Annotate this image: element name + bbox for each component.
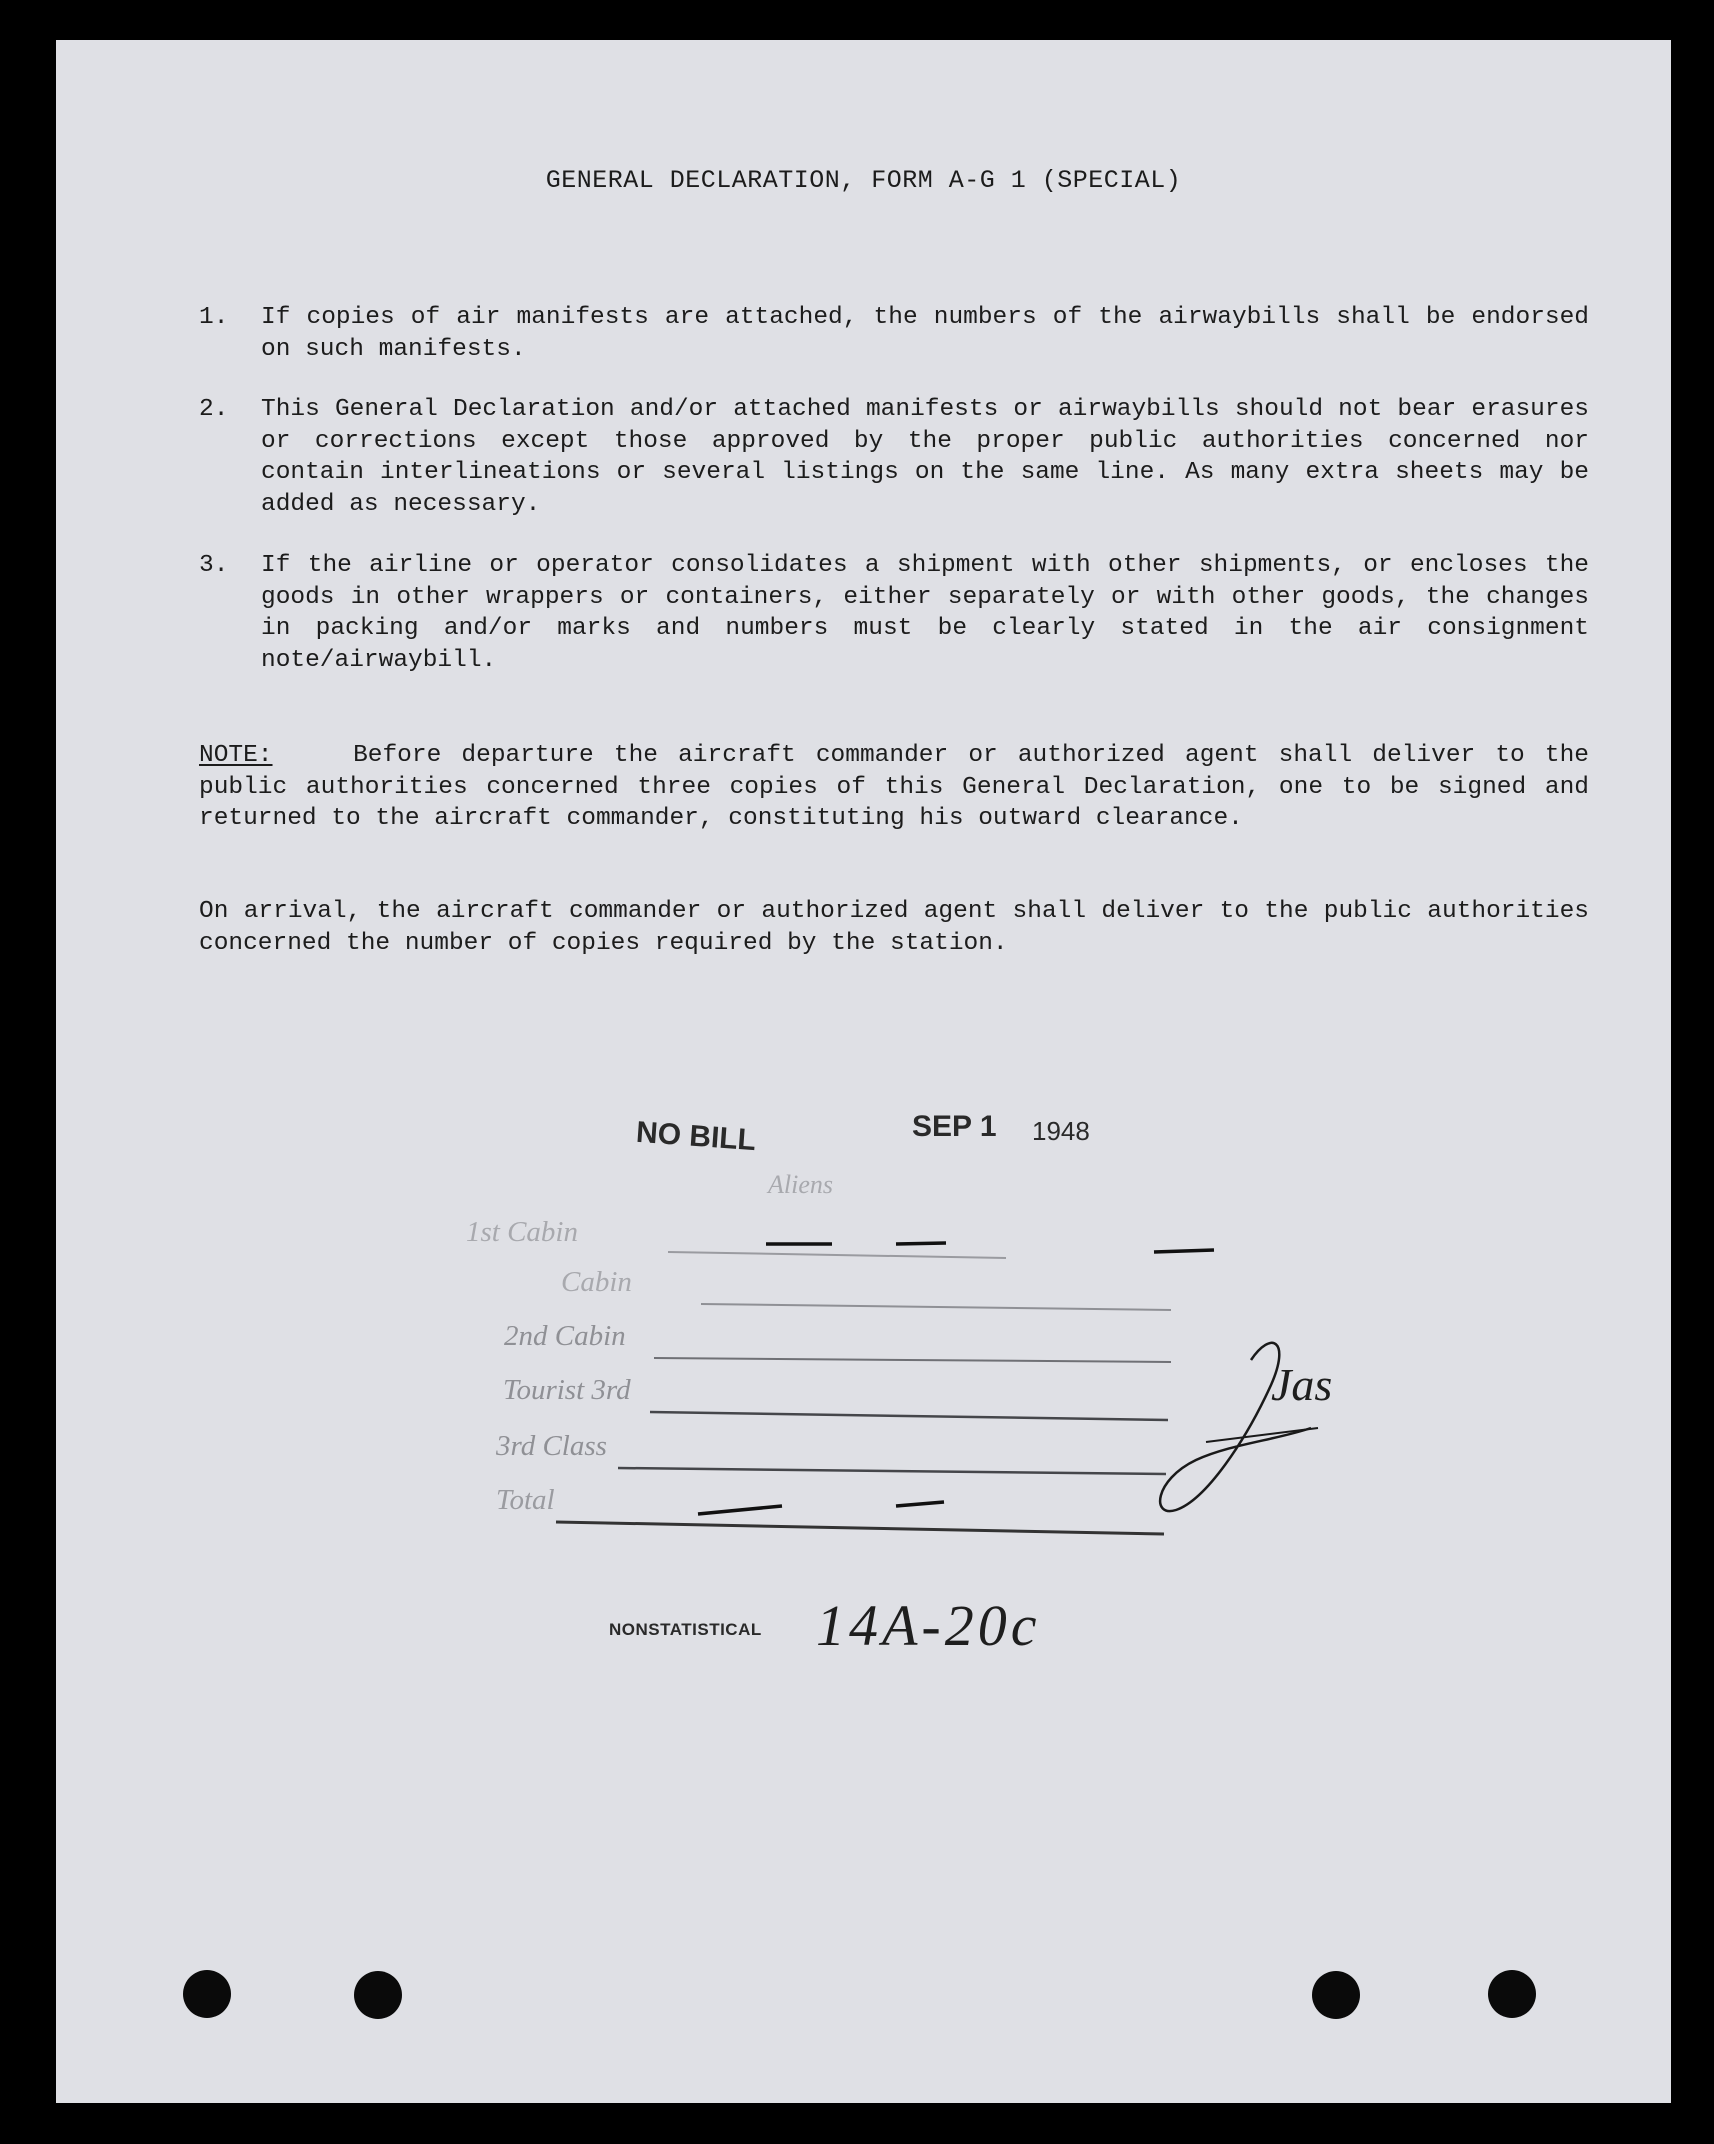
row-label-second-cabin: 2nd Cabin (504, 1320, 626, 1352)
item-text: This General Declaration and/or attached manifests or airwaybills should not bear erasures or corrections except those approved by the proper public authorities concerned nor contain interlineations or several listings on the same line. As many extra sheets may be added as necessary. (261, 396, 1589, 518)
faded-heading: Aliens (768, 1170, 833, 1199)
arrival-paragraph: On arrival, the aircraft commander or authorized agent shall deliver to the public authorities concerned the number of copies required by the station. (199, 898, 1589, 957)
row-label-total: Total (496, 1484, 555, 1516)
stamp-lines (56, 40, 1671, 2103)
item-text: If copies of air manifests are attached, the numbers of the airwaybills shall be endorsed on such manifests. (261, 304, 1589, 363)
item-text: If the airline or operator consolidates a shipment with other shipments, or encloses the goods in other wrappers or containers, either separately or with other goods, the changes in packing and/or marks and numbers must be clearly stated in the air consignment note/airwaybill. (261, 552, 1589, 674)
punch-hole (354, 1971, 402, 2019)
note-text: Before departure the aircraft commander or authorized agent shall deliver to the public authorities concerned three copies of this General Declaration, one to be signed and returned to the aircraft commander, constituting his outward clearance. (199, 742, 1589, 832)
item-number: 1. (199, 304, 229, 331)
punch-hole (183, 1970, 231, 2018)
date-stamp: SEP 1 (912, 1110, 997, 1143)
no-bill-stamp: NO BILL (635, 1115, 758, 1158)
document-page (56, 40, 1671, 2103)
handwritten-code: 14A-20c (816, 1593, 1041, 1658)
document-title: GENERAL DECLARATION, FORM A-G 1 (SPECIAL) (545, 166, 1182, 195)
item-number: 2. (199, 396, 229, 423)
handwritten-initials: Jas (1271, 1359, 1333, 1410)
year-stamp: 1948 (1032, 1116, 1090, 1146)
punch-hole (1312, 1971, 1360, 2019)
row-label-tourist-third: Tourist 3rd (503, 1374, 631, 1406)
item-number: 3. (199, 552, 229, 579)
note-label: NOTE: (199, 742, 273, 769)
row-label-cabin: Cabin (561, 1266, 632, 1298)
row-label-third-class: 3rd Class (496, 1430, 607, 1462)
row-label-first-cabin: 1st Cabin (466, 1216, 578, 1248)
nonstatistical-stamp: NONSTATISTICAL (609, 1620, 762, 1639)
punch-hole (1488, 1970, 1536, 2018)
